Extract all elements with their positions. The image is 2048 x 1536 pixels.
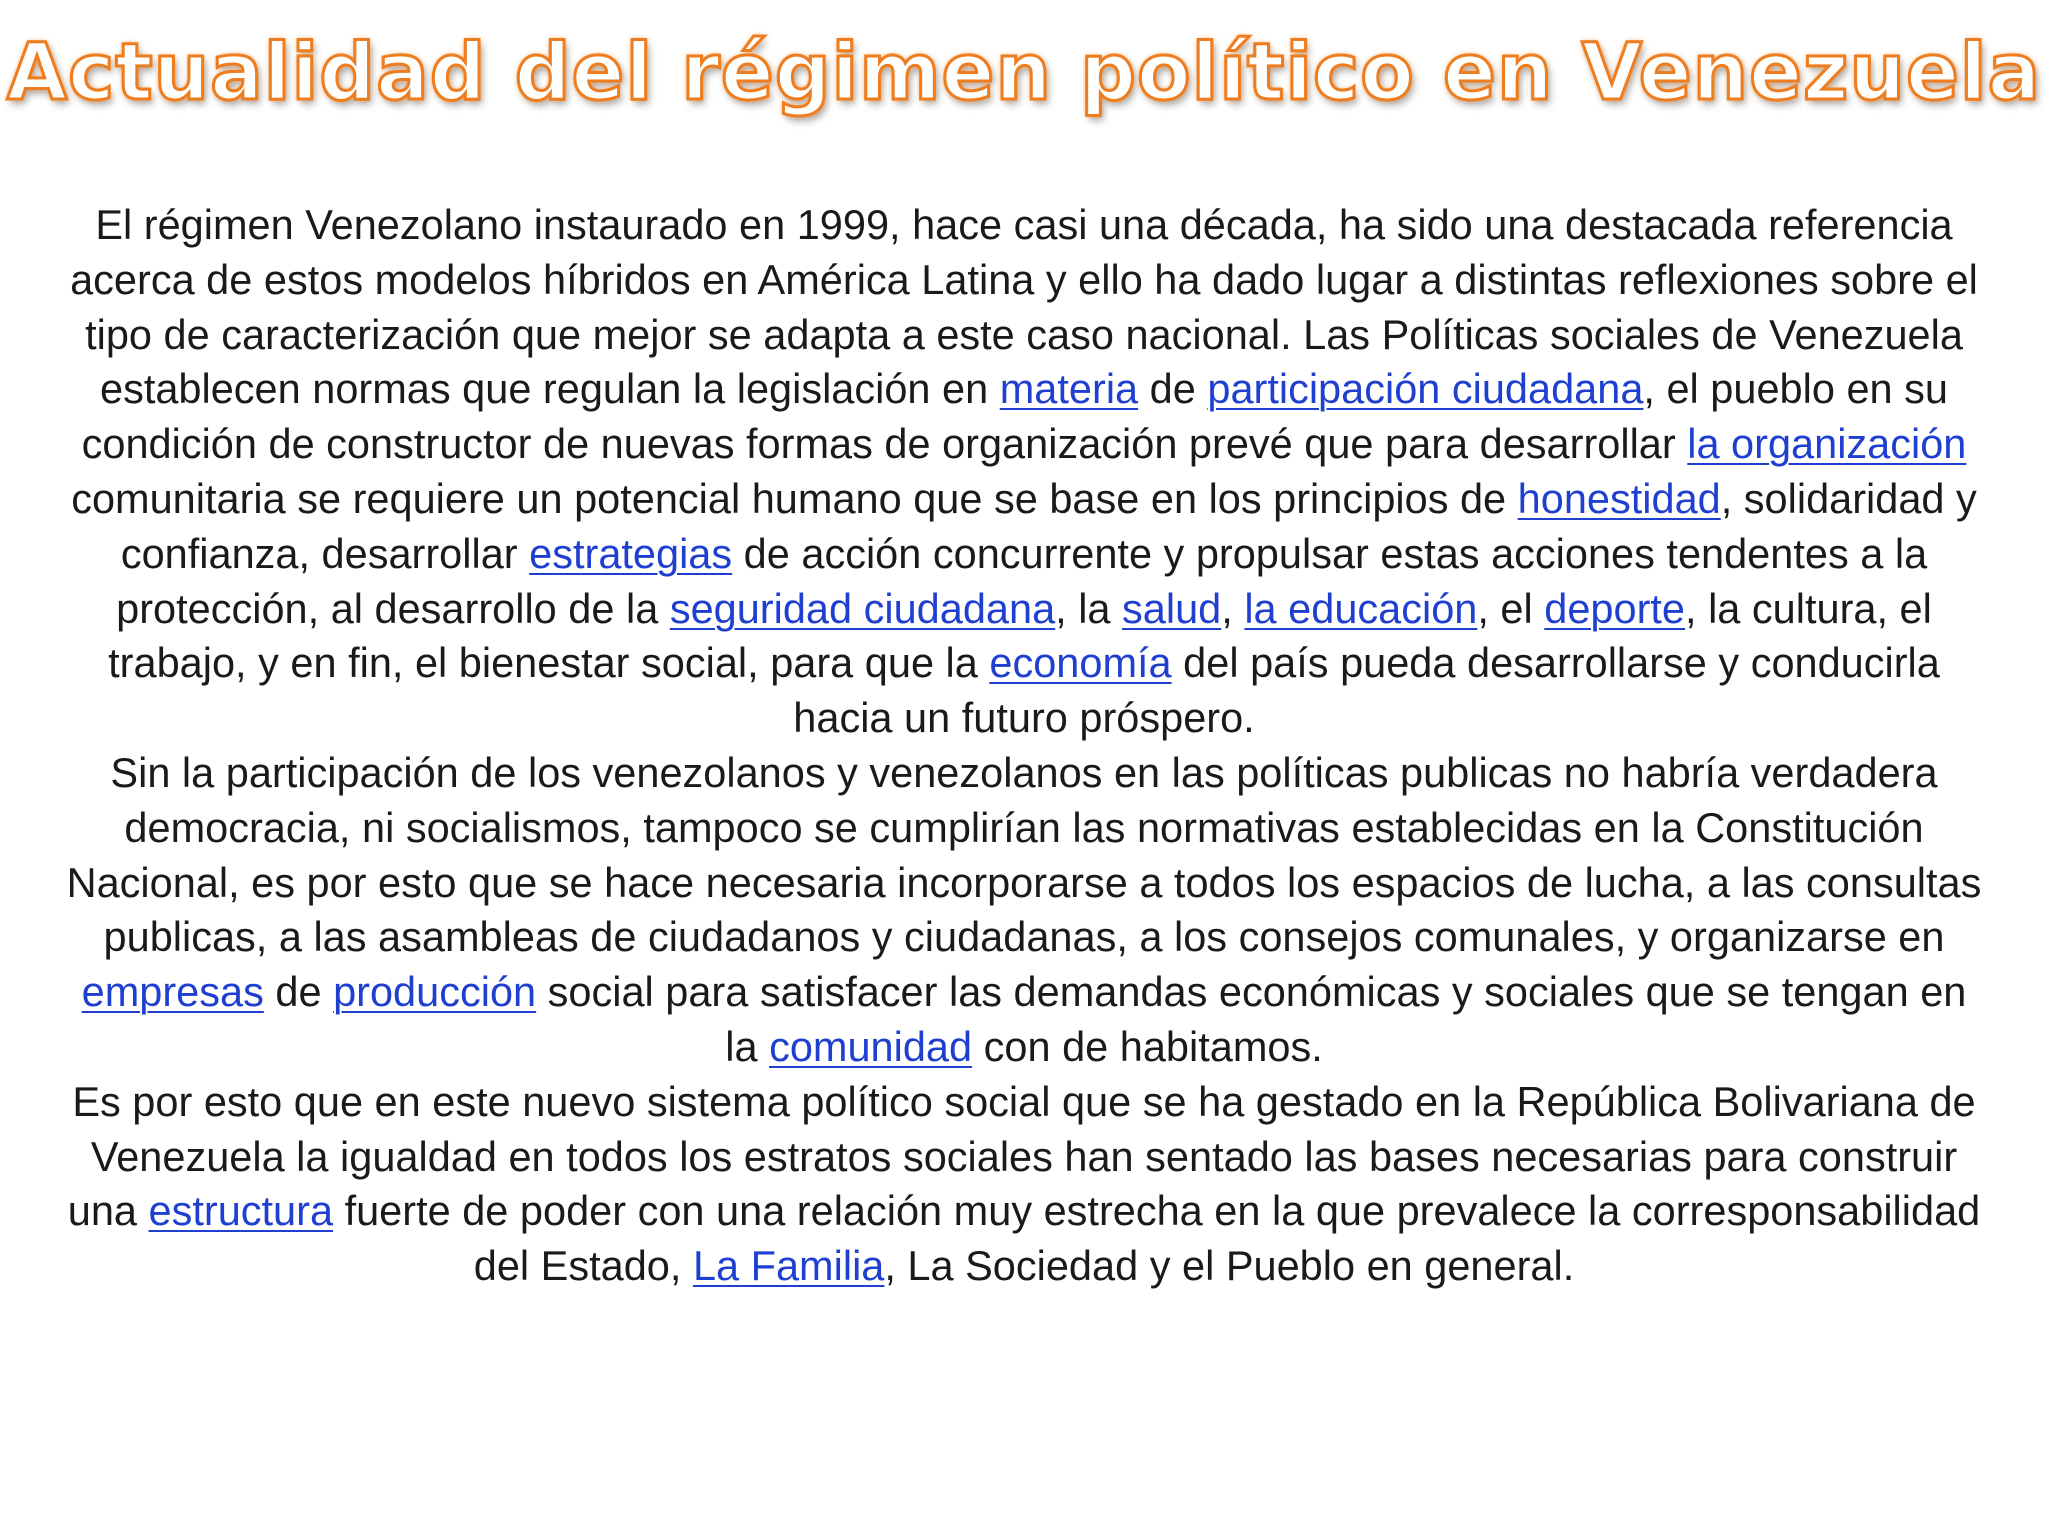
text-run: ,: [1221, 584, 1245, 632]
hyperlink[interactable]: materia: [999, 365, 1139, 413]
slide-body: [62, 198, 1986, 1294]
hyperlink[interactable]: La Familia: [692, 1242, 885, 1290]
slide-title: Actualidad del régimen político en Venezuela: [6, 28, 2042, 118]
paragraph: [62, 198, 1986, 746]
paragraph: [62, 1075, 1986, 1294]
text-run: , la cultura, el trabajo, y en fin, el bienestar social, para que la: [108, 584, 1932, 687]
hyperlink[interactable]: producción: [333, 968, 537, 1016]
text-run: , la: [1055, 584, 1123, 632]
hyperlink[interactable]: la educación: [1244, 584, 1478, 632]
text-run: del país pueda desarrollarse y conducirla hacia un futuro próspero.: [793, 639, 1940, 742]
hyperlink[interactable]: comunidad: [769, 1022, 973, 1070]
hyperlink[interactable]: economía: [989, 639, 1172, 687]
text-run: de: [1138, 365, 1208, 413]
text-run: Sin la participación de los venezolanos y venezolanos en las políticas publicas no habría verdadera democracia, ni socialismos, tampoco se cumplirían las normativas establecidas en la Constitución Nacional, es por esto que se hace necesaria incorporarse a todos los espacios de lucha, a las consultas publicas, a las asambleas de ciudadanos y ciudadanas, a los consejos comunales, y organizarse en: [66, 748, 1982, 961]
text-run: de acción concurrente y propulsar estas acciones tendentes a la protección, al desarrollo de la: [116, 529, 1928, 632]
hyperlink[interactable]: honestidad: [1517, 474, 1721, 522]
hyperlink[interactable]: salud: [1122, 584, 1222, 632]
text-run: fuerte de poder con una relación muy estrecha en la que prevalece la corresponsabilidad del Estado,: [333, 1187, 1981, 1290]
hyperlink[interactable]: estrategias: [529, 529, 733, 577]
hyperlink[interactable]: la organización: [1687, 420, 1967, 468]
text-run: Es por esto que en este nuevo sistema político social que se ha gestado en la República Bolivariana de Venezuela la igualdad en todos los estratos sociales han sentado las bases necesarias para construir una: [67, 1077, 1976, 1235]
text-run: , el pueblo en su condición de constructor de nuevas formas de organización prevé que para desarrollar: [81, 365, 1948, 468]
text-run: comunitaria se requiere un potencial humano que se base en los principios de: [71, 474, 1518, 522]
text-run: , solidaridad y confianza, desarrollar: [120, 474, 1977, 577]
paragraph: [62, 746, 1986, 1075]
hyperlink[interactable]: participación ciudadana: [1207, 365, 1644, 413]
hyperlink[interactable]: estructura: [148, 1187, 334, 1235]
hyperlink[interactable]: seguridad ciudadana: [669, 584, 1056, 632]
hyperlink[interactable]: empresas: [81, 968, 264, 1016]
hyperlink[interactable]: deporte: [1544, 584, 1686, 632]
text-run: social para satisfacer las demandas económicas y sociales que se tengan en la: [536, 968, 1967, 1070]
text-run: , La Sociedad y el Pueblo en general.: [884, 1242, 1575, 1290]
text-run: de: [263, 968, 334, 1016]
text-run: con de habitamos.: [972, 1022, 1323, 1070]
text-run: El régimen Venezolano instaurado en 1999, hace casi una década, ha sido una destacada referencia acerca de estos modelos híbridos en América Latina y ello ha dado lugar a distintas reflexiones sobre el tipo de caracterización que mejor se adapta a este caso nacional. Las Políticas sociales de Venezuela establecen normas que regulan la legislación en: [70, 201, 1978, 413]
text-run: , el: [1477, 584, 1545, 632]
